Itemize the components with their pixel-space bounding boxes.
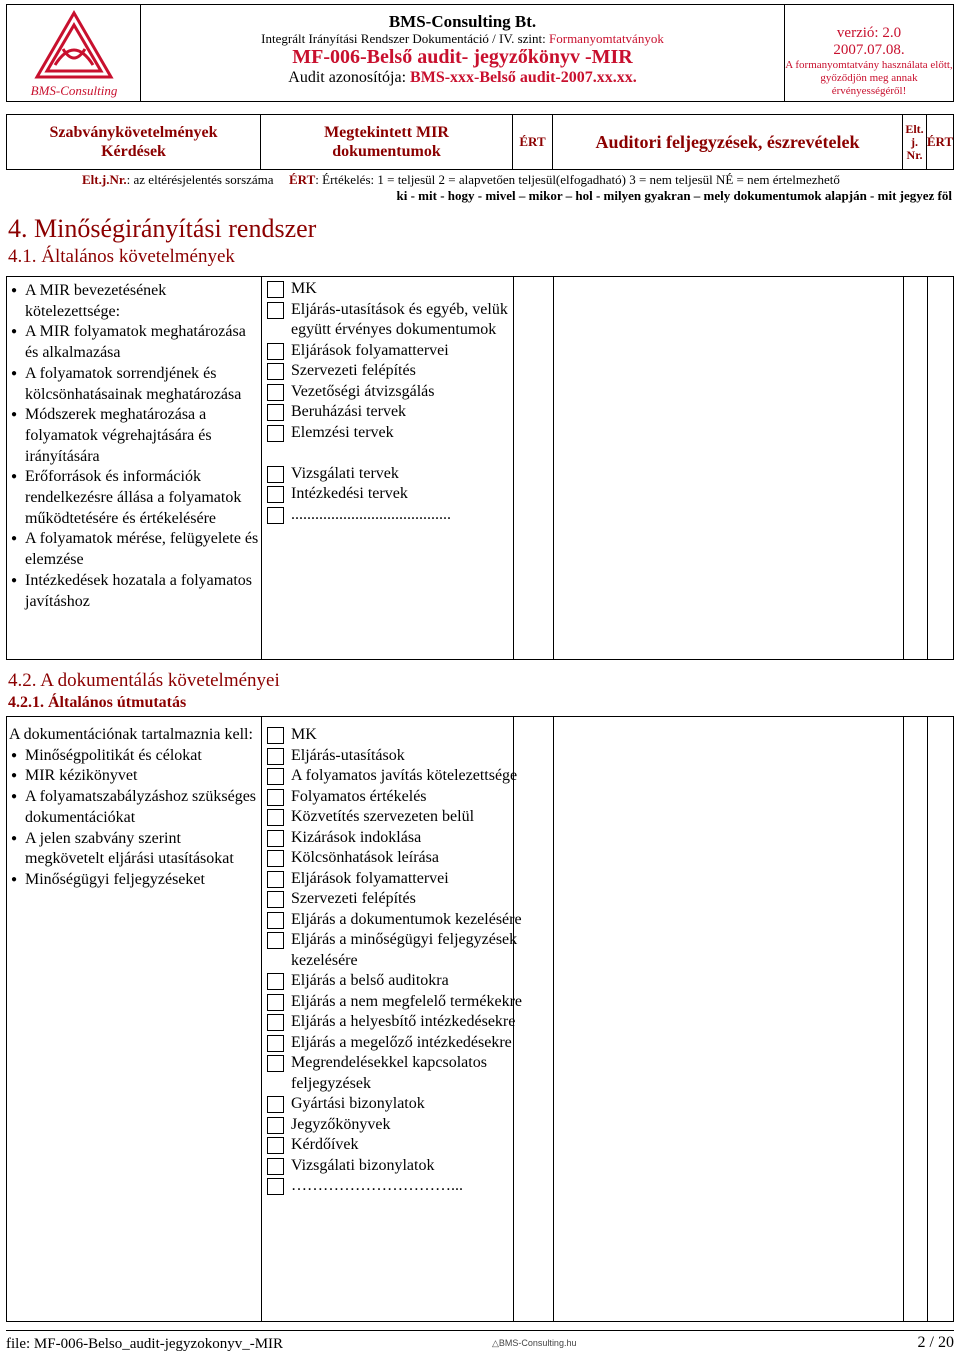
checkbox[interactable] bbox=[267, 363, 284, 380]
version-label: verzió: 2.0 bbox=[836, 25, 902, 41]
document-label: ........................................ bbox=[291, 505, 451, 523]
document-label: Folyamatos értékelés bbox=[291, 787, 427, 805]
document-check-item bbox=[263, 464, 533, 485]
document-label: Kérdőívek bbox=[291, 1136, 359, 1153]
col-requirements: Szabványkövetelmények Kérdések bbox=[7, 115, 261, 169]
document-check-item bbox=[263, 1156, 533, 1177]
document-label: Eljárás a minőségügyi feljegyzések kezelésére bbox=[291, 931, 518, 969]
page-number: 2 / 20 bbox=[917, 1334, 954, 1351]
document-label: Vizsgálati bizonylatok bbox=[291, 1156, 435, 1174]
document-checklist bbox=[263, 277, 533, 525]
requirement-item: ● Minőségpolitikát és célokat bbox=[25, 746, 261, 767]
checkbox[interactable] bbox=[267, 748, 284, 765]
checkbox[interactable] bbox=[267, 891, 284, 908]
table-column-header bbox=[6, 114, 954, 170]
checkbox[interactable] bbox=[267, 1014, 284, 1031]
checkbox[interactable] bbox=[267, 1158, 284, 1175]
document-label: Eljárások folyamattervei bbox=[291, 869, 449, 887]
company-name: BMS-Consulting Bt. bbox=[388, 12, 537, 31]
checkbox[interactable] bbox=[267, 281, 284, 298]
col-documents: Megtekintett MIR dokumentumok bbox=[261, 115, 513, 169]
document-label: Intézkedési tervek bbox=[291, 485, 408, 502]
footer-site: △BMS-Consulting.hu bbox=[492, 1338, 577, 1348]
document-label: Vizsgálati tervek bbox=[291, 464, 399, 482]
document-check-item bbox=[263, 1053, 533, 1094]
document-check-item bbox=[263, 402, 533, 423]
checkbox[interactable] bbox=[267, 871, 284, 888]
document-check-item bbox=[263, 910, 533, 931]
requirements-intro: A dokumentációnak tartalmaznia kell: bbox=[9, 726, 253, 743]
document-check-item bbox=[263, 746, 533, 767]
document-check-item bbox=[263, 300, 533, 341]
document-check-item bbox=[263, 1033, 533, 1054]
document-check-item bbox=[263, 423, 533, 444]
document-label: MK bbox=[291, 280, 317, 297]
document-check-item bbox=[263, 505, 533, 526]
document-check-item bbox=[263, 1176, 533, 1197]
requirement-item: ● Erőforrások és információk rendelkezésre állása a folyamatok működtetésére és értékelésére bbox=[25, 467, 261, 529]
document-label: Gyártási bizonylatok bbox=[291, 1095, 425, 1112]
checkbox[interactable] bbox=[267, 994, 284, 1011]
document-label: Szervezeti felépítés bbox=[291, 890, 416, 907]
checkbox[interactable] bbox=[267, 1096, 284, 1113]
requirements-list bbox=[7, 717, 261, 891]
requirements-table-4-2-1 bbox=[6, 716, 954, 1322]
document-check-item bbox=[263, 382, 533, 403]
document-check-item bbox=[263, 1115, 533, 1136]
document-label: …………………………... bbox=[291, 1177, 463, 1194]
section-title: 4. Minőségirányítási rendszer bbox=[8, 214, 317, 243]
document-check-item bbox=[263, 889, 533, 910]
document-label: A folyamatos javítás kötelezettsége bbox=[291, 767, 518, 784]
document-label: Kölcsönhatások leírása bbox=[291, 849, 439, 866]
document-label: Jegyzőkönyvek bbox=[291, 1115, 391, 1133]
checkbox[interactable] bbox=[267, 830, 284, 847]
requirements-table-4-1 bbox=[6, 276, 954, 660]
checkbox[interactable] bbox=[267, 1117, 284, 1134]
footer-site-icon: △ bbox=[492, 1338, 499, 1348]
requirement-item: ● Intézkedések hozatala a folyamatos javításhoz bbox=[25, 571, 261, 612]
checkbox[interactable] bbox=[267, 768, 284, 785]
svg-text:BMS-Consulting: BMS-Consulting bbox=[30, 83, 118, 98]
document-label: Eljárás a dokumentumok kezelésére bbox=[291, 910, 522, 928]
col-deviation-number: Elt. j. Nr. bbox=[903, 115, 927, 169]
footer-filename: file: MF-006-Belso_audit-jegyzokonyv_-MIR bbox=[6, 1336, 284, 1352]
checkbox[interactable] bbox=[267, 850, 284, 867]
document-label: Megrendelésekkel kapcsolatos feljegyzések bbox=[291, 1054, 487, 1092]
section-title-4-2: 4.2. A dokumentálás követelményei bbox=[8, 670, 280, 691]
document-check-item bbox=[263, 361, 533, 382]
document-label: Eljárások folyamattervei bbox=[291, 341, 449, 359]
checkbox[interactable] bbox=[267, 302, 284, 319]
version-date: 2007.07.08. bbox=[833, 42, 905, 58]
document-label: Eljárás-utasítások és egyéb, velük együtt érvényes dokumentumok bbox=[291, 300, 508, 338]
checkbox[interactable] bbox=[267, 809, 284, 826]
checkbox[interactable] bbox=[267, 932, 284, 949]
document-check-item bbox=[263, 992, 533, 1013]
document-check-item bbox=[263, 766, 533, 787]
requirement-item: ● MIR kézikönyvet bbox=[25, 766, 261, 787]
company-logo bbox=[7, 5, 141, 101]
header-title-block bbox=[141, 5, 785, 101]
checkbox[interactable] bbox=[267, 727, 284, 744]
validity-note: A formanyomtatvány használata előtt, győződjön meg annak érvényességéről! bbox=[785, 59, 953, 97]
document-label: Közvetítés szervezeten belül bbox=[291, 808, 475, 825]
requirements-list bbox=[7, 277, 261, 612]
requirement-item: ● A MIR bevezetésének kötelezettsége: bbox=[25, 281, 261, 322]
document-check-item bbox=[263, 1012, 533, 1033]
document-check-item bbox=[263, 443, 533, 464]
document-label: Eljárás a megelőző intézkedésekre bbox=[291, 1033, 512, 1051]
document-label: Vezetőségi átvizsgálás bbox=[291, 382, 435, 400]
document-check-item bbox=[263, 828, 533, 849]
form-name: MF-006-Belső audit- jegyzőkönyv -MIR bbox=[292, 46, 633, 68]
requirement-item: ● A folyamatok mérése, felügyelete és elemzése bbox=[25, 529, 261, 570]
checkbox[interactable] bbox=[267, 912, 284, 929]
bms-logo-icon bbox=[7, 5, 141, 101]
col-rating-2: ÉRT bbox=[926, 134, 954, 149]
checkbox[interactable] bbox=[267, 1035, 284, 1052]
document-label: Eljárás-utasítások bbox=[291, 746, 405, 764]
checkbox[interactable] bbox=[267, 425, 284, 442]
checkbox[interactable] bbox=[267, 486, 284, 503]
audit-id: Audit azonosítója: BMS-xxx-Belső audit-2007.xx.xx. bbox=[288, 69, 637, 86]
checkbox[interactable] bbox=[267, 507, 284, 524]
checkbox[interactable] bbox=[267, 1055, 284, 1072]
document-check-item bbox=[263, 484, 533, 505]
checkbox[interactable] bbox=[267, 404, 284, 421]
checkbox[interactable] bbox=[267, 1178, 284, 1195]
document-check-item bbox=[263, 930, 533, 971]
checkbox[interactable] bbox=[267, 973, 284, 990]
checkbox[interactable] bbox=[267, 384, 284, 401]
document-header bbox=[6, 4, 954, 102]
document-check-item bbox=[263, 807, 533, 828]
document-check-item bbox=[263, 725, 533, 746]
requirement-item: ● A folyamatszabályzáshoz szükséges dokumentációkat bbox=[25, 787, 261, 828]
document-label: Kizárások indoklása bbox=[291, 828, 422, 846]
document-label: Eljárás a helyesbítő intézkedésekre bbox=[291, 1013, 516, 1030]
requirement-item: ● A jelen szabvány szerint megkövetelt eljárási utasításokat bbox=[25, 829, 261, 870]
document-label: Eljárás a belső auditokra bbox=[291, 972, 449, 989]
document-check-item bbox=[263, 1135, 533, 1156]
document-checklist bbox=[263, 717, 533, 1197]
document-check-item bbox=[263, 787, 533, 808]
checkbox[interactable] bbox=[267, 343, 284, 360]
version-block bbox=[785, 5, 953, 101]
document-check-item bbox=[263, 279, 533, 300]
checkbox[interactable] bbox=[267, 466, 284, 483]
requirement-item: ● A MIR folyamatok meghatározása és alkalmazása bbox=[25, 322, 261, 363]
checkbox[interactable] bbox=[267, 789, 284, 806]
document-check-item bbox=[263, 341, 533, 362]
requirement-item: ● Módszerek meghatározása a folyamatok végrehajtására és irányítására bbox=[25, 405, 261, 467]
footer-rule bbox=[6, 1330, 954, 1331]
requirement-item: ● A folyamatok sorrendjének és kölcsönhatásainak meghatározása bbox=[25, 364, 261, 405]
document-check-item bbox=[263, 869, 533, 890]
document-label: Szervezeti felépítés bbox=[291, 362, 416, 379]
document-level: Integrált Irányítási Rendszer Dokumentáció / IV. szint: Formanyomtatványok bbox=[261, 31, 664, 46]
document-label: Eljárás a nem megfelelő termékekre bbox=[291, 992, 522, 1010]
document-check-item bbox=[263, 1094, 533, 1115]
legend-guideline: ki - mit - hogy - mivel – mikor – hol - milyen gyakran – mely dokumentumok alapján - mit jegyez föl bbox=[396, 188, 952, 203]
subsection-title: 4.1. Általános követelmények bbox=[8, 246, 235, 267]
document-check-item bbox=[263, 971, 533, 992]
col-rating: ÉRT bbox=[513, 115, 553, 169]
document-label: MK bbox=[291, 726, 317, 743]
col-notes: Auditori feljegyzések, észrevételek bbox=[553, 115, 903, 169]
checkbox[interactable] bbox=[267, 1137, 284, 1154]
requirement-item: ● Minőségügyi feljegyzéseket bbox=[25, 870, 261, 891]
document-check-item bbox=[263, 848, 533, 869]
document-label: Beruházási tervek bbox=[291, 403, 407, 420]
document-label: Elemzési tervek bbox=[291, 423, 394, 441]
subsection-title-4-2-1: 4.2.1. Általános útmutatás bbox=[8, 694, 187, 711]
